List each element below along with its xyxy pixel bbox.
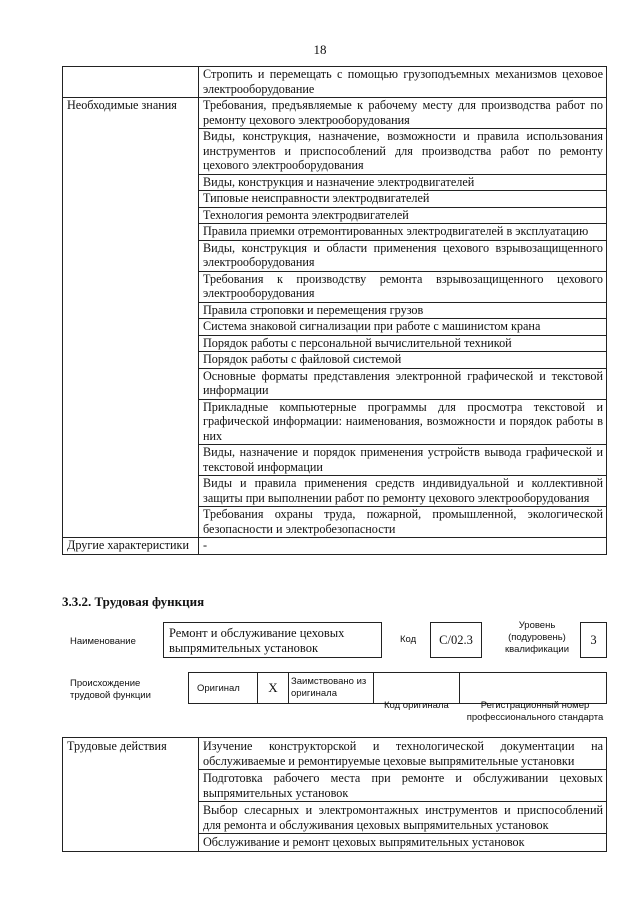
- knowledge-item: Основные форматы представления электронной графической и текстовой информации: [199, 368, 607, 399]
- labor-action-item: Обслуживание и ремонт цеховых выпрямительных установок: [199, 834, 607, 852]
- knowledge-item: Виды и правила применения средств индивидуальной и коллективной защиты при выполнении работ по ремонту цехового электрооборудования: [199, 476, 607, 507]
- knowledge-item: Требования охраны труда, пожарной, промышленной, экологической безопасности и электробезопасности: [199, 507, 607, 538]
- knowledge-item: Виды, конструкция, назначение, возможности и правила использования инструментов и приспособлений для производства работ по ремонту цехового электрооборудования: [199, 129, 607, 175]
- knowledge-item: Правила строповки и перемещения грузов: [199, 302, 607, 319]
- other-characteristics-label: Другие характеристики: [63, 538, 199, 555]
- origin-code-label: Код оригинала: [384, 700, 449, 711]
- origin-label: Происхождение трудовой функции: [70, 678, 151, 701]
- code-label: Код: [400, 634, 417, 645]
- knowledge-label: Необходимые знания: [63, 98, 199, 538]
- section-heading: 3.3.2. Трудовая функция: [62, 594, 205, 609]
- function-code-box: С/02.3: [430, 622, 482, 658]
- knowledge-item: Порядок работы с персональной вычислительной техникой: [199, 335, 607, 352]
- reg-number-label: Регистрационный номер профессионального стандарта: [466, 700, 604, 723]
- empty-label-cell: [63, 67, 199, 98]
- knowledge-item: Правила приемки отремонтированных электродвигателей в эксплуатацию: [199, 224, 607, 241]
- qualification-level-box: 3: [580, 622, 607, 658]
- labor-action-item: Изучение конструкторской и технологической документации на обслуживаемые и ремонтируемые цеховые выпрямительные установки: [199, 738, 607, 770]
- table-row: [63, 538, 607, 555]
- original-checkbox: X: [257, 673, 289, 703]
- name-label: Наименование: [70, 636, 136, 647]
- qualification-level-label: Уровень (подуровень) квалификации: [504, 620, 570, 655]
- origin-code-cell: [373, 673, 460, 703]
- knowledge-item: Виды, конструкция и назначение электродвигателей: [199, 174, 607, 191]
- function-name-box: Ремонт и обслуживание цеховых выпрямительных установок: [163, 622, 382, 658]
- labor-action-item: Подготовка рабочего места при ремонте и обслуживании цеховых выпрямительных установок: [199, 770, 607, 802]
- reg-number-cell: [459, 673, 607, 703]
- knowledge-item: Технология ремонта электродвигателей: [199, 207, 607, 224]
- knowledge-item: Требования, предъявляемые к рабочему месту для производства работ по ремонту цехового электрооборудования: [199, 98, 607, 129]
- page-number: 18: [313, 42, 327, 57]
- skills-table: [62, 66, 607, 555]
- knowledge-item: Система знаковой сигнализации при работе с машинистом крана: [199, 319, 607, 336]
- labor-actions-label: Трудовые действия: [63, 738, 199, 852]
- borrowed-label: Заимствовано из оригинала: [291, 676, 367, 699]
- labor-action-item: Выбор слесарных и электромонтажных инструментов и приспособлений для ремонта и обслуживания цеховых выпрямительных установок: [199, 802, 607, 834]
- knowledge-item: Порядок работы с файловой системой: [199, 352, 607, 369]
- skill-continued: Стропить и перемещать с помощью грузоподъемных механизмов цеховое электрооборудование: [199, 67, 607, 98]
- table-row: [63, 738, 607, 770]
- knowledge-item: Типовые неисправности электродвигателей: [199, 191, 607, 208]
- knowledge-item: Виды, конструкция и области применения цехового взрывозащищенного электрооборудования: [199, 240, 607, 271]
- other-characteristics-value: -: [199, 538, 607, 555]
- original-label: Оригинал: [197, 683, 240, 694]
- knowledge-item: Требования к производству ремонта взрывозащищенного цехового электрооборудования: [199, 271, 607, 302]
- table-row: [63, 98, 607, 129]
- knowledge-item: Виды, назначение и порядок применения устройств вывода графической и текстовой информации: [199, 445, 607, 476]
- knowledge-item: Прикладные компьютерные программы для просмотра текстовой и графической информации: наименования, возможности и порядок работы в них: [199, 399, 607, 445]
- table-row: [63, 67, 607, 98]
- labor-actions-table: [62, 737, 607, 852]
